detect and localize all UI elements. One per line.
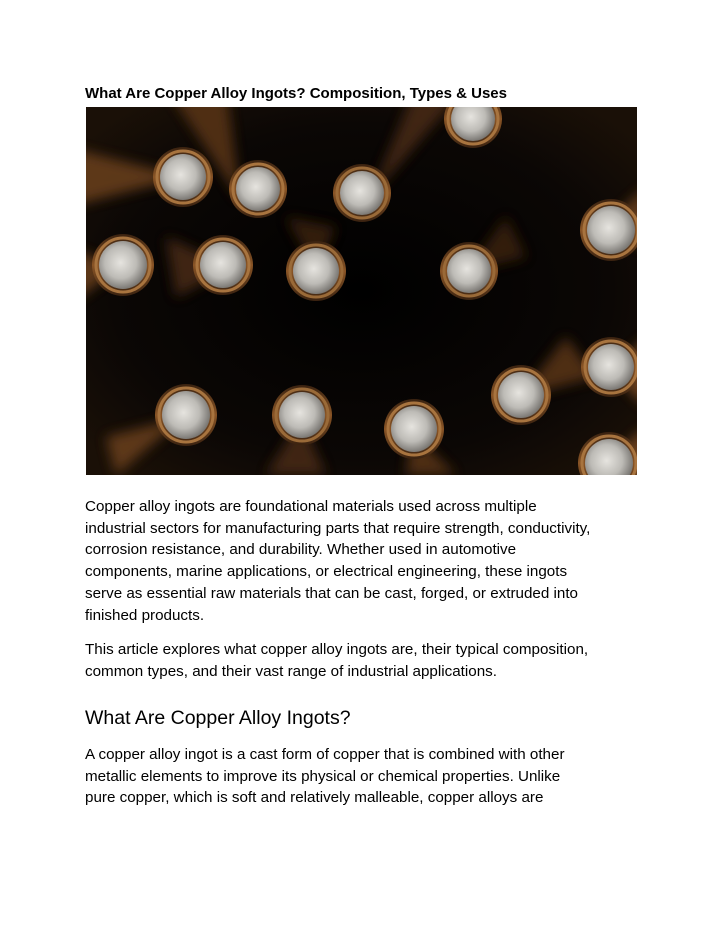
text-line: A copper alloy ingot is a cast form of copper that is combined with other bbox=[85, 746, 565, 763]
text-line: industrial sectors for manufacturing parts that require strength, conductivity, bbox=[85, 519, 591, 537]
copper-tubes-illustration bbox=[86, 107, 637, 475]
text-line: finished products. bbox=[85, 606, 205, 624]
section-heading: What Are Copper Alloy Ingots? bbox=[85, 707, 351, 729]
text-line: common types, and their vast range of industrial applications. bbox=[85, 662, 497, 680]
text-line: metallic elements to improve its physical or chemical properties. Unlike bbox=[85, 767, 561, 785]
text-line: serve as essential raw materials that can be cast, forged, or extruded into bbox=[85, 584, 579, 602]
intro-paragraph bbox=[85, 496, 645, 626]
text-line: corrosion resistance, and durability. Whether used in automotive bbox=[85, 541, 517, 559]
text-line: components, marine applications, or electrical engineering, these ingots bbox=[85, 563, 568, 581]
document-title: What Are Copper Alloy Ingots? Composition, Types & Uses bbox=[85, 85, 507, 102]
text-line: Copper alloy ingots are foundational materials used across multiple bbox=[85, 498, 537, 515]
text-line: This article explores what copper alloy ingots are, their typical composition, bbox=[85, 641, 589, 658]
text-line: pure copper, which is soft and relatively malleable, copper alloys are bbox=[85, 789, 544, 807]
hero-image bbox=[86, 107, 637, 475]
overview-paragraph bbox=[85, 639, 645, 682]
section-paragraph bbox=[85, 744, 645, 809]
